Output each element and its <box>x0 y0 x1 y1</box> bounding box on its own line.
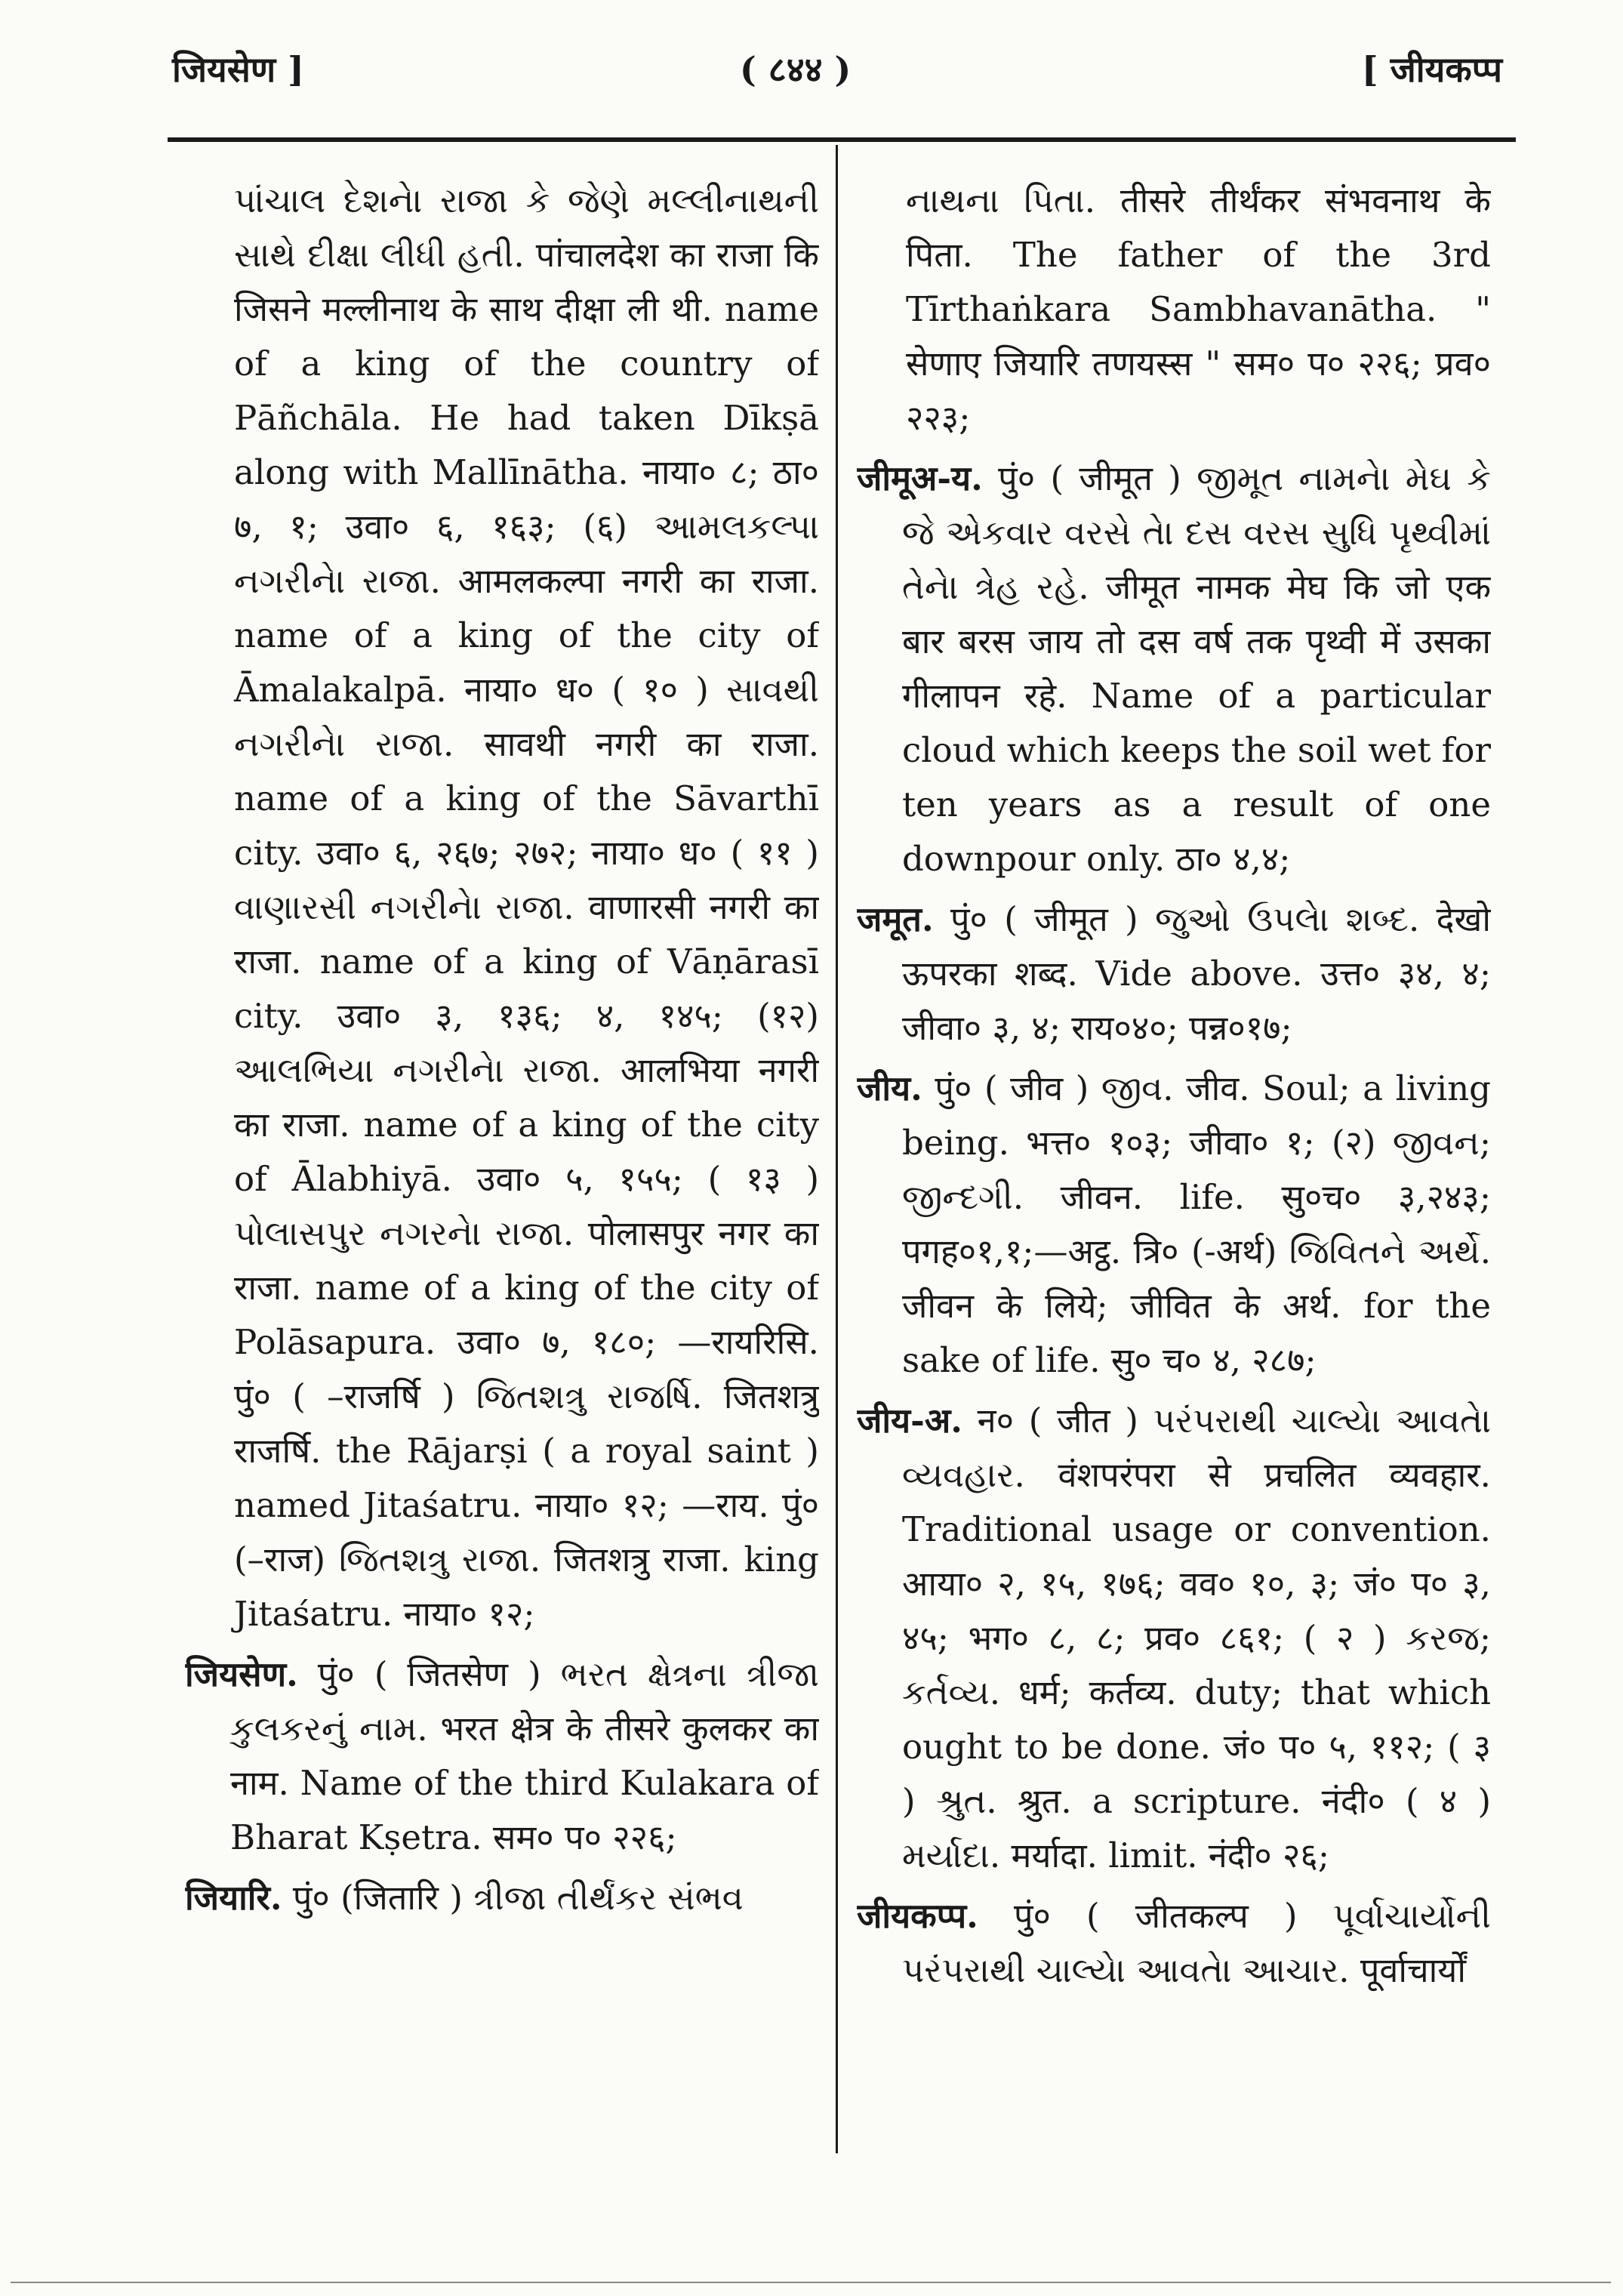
entry-text: નાથના પિતા. तीसरे तीर्थंकर संभवनाथ के पिता. The father of the 3rd Tīrthaṅkara Sambhavanātha. " सेणाए जियारि तणयस्स " सम० प० २२६; प्रव० २२३; <box>906 180 1491 438</box>
entry-text: પાંચાલ દેશનેા રાજા કે જેણે મલ્લીનાથની સાથે દીક્ષા લીધી હતી. पांचालदेश का राजा कि जिसने मल्लीनाथ के साथ दीक्षा ली थी. name of a king of the country of Pāñchāla. He had taken Dīkṣā along with Mallīnātha. नाया० ८; ठा० ७, १; उवा० ६, १६३; (६) આમલકલ્પા નગરીનેા રાજા. आमलकल्पा नगरी का राजा. name of a king of the city of Āmalakalpā. नाया० ध० ( १० ) સાવથી નગરીનેા રાજા. सावथी नगरी का राजा. name of a king of the Sāvarthī city. उवा० ६, २६७; २७२; नाया० ध० ( ११ ) વાણારસી નગરીનેા રાજા. वाणारसी नगरी का राजा. name of a king of Vāṇārasī city. उवा० ३, १३६; ४, १४५; (१२) આલભિયા નગરીનેા રાજા. आलभिया नगरी का राजा. name of a king of the city of Ālabhiyā. उवा० ५, १५५; ( १३ ) પોલાસપુર નગરનેા રાજા. पोलासपुर नगर का राजा. name of a king of the city of Polāsapura. उवा० ७, १८०; —रायरिसि. पुं० ( –राजर्षि ) જિતશત્રુ રાજર્ષિ. जितशत्रु राजर्षि. the Rājarṣi ( a royal saint ) named Jitaśatru. नाया० १२; —राय. पुं० (–राज) જિતશત્રુ રાજા. जितशत्रु राजा. king Jitaśatru. नाया० १२; <box>234 180 819 1634</box>
entry-headword: जीमूअ-य. <box>857 458 983 498</box>
dictionary-entry <box>857 451 1491 886</box>
dictionary-entry <box>857 1889 1491 1998</box>
entry-headword: जीय-अ. <box>857 1401 962 1441</box>
entry-text: पुं० ( जीमूत ) જુઓ ઉપલેા શબ્દ. देखो ऊपरका शब्द. Vide above. उत्त० ३४, ४; जीवा० ३, ४; राय०४०; पन्न०१७; <box>902 899 1491 1048</box>
entry-text: पुं० (जितारि ) ત્રીજા તીર્થંકર સંભવ <box>292 1878 744 1918</box>
right-column <box>857 174 1491 2152</box>
entry-text: पुं० ( जितसेण ) ભરત ક્ષેત્રના ત્રીજા કુલકરનું નામ. भरत क्षेत्र के तीसरे कुलकर का नाम. Name of the third Kulakara of Bharat Kṣetra. सम० प० २२६; <box>230 1654 819 1857</box>
entry-text: पुं० ( जीव ) જીવ. जीव. Soul; a living being. भत्त० १०३; जीवा० १; (२) જીવન; જીન્દગી. जीवन. life. सु०च० ३,२४३; पगह०१,१;—अट्ठ. त्रि० (-अर्थ) જિવિતને અર્થે. जीवन के लिये; जीवित के अर्थ. for the sake of life. सु० च० ४, २८७; <box>902 1068 1491 1380</box>
entry-text: पुं० ( जीमूत ) જીમૂત નામનેા મેઘ કે જે એકવાર વરસે તેા દસ વરસ સુધિ પૃથ્વીમાં તેનેા ત્રેહ રહે. जीमूत नामक मेघ कि जो एक बार बरस जाय तो दस वर्ष तक पृथ्वी में उसका गीलापन रहे. Name of a particular cloud which keeps the soil wet for ten years as a result of one downpour only. ठा० ४,४; <box>902 458 1491 879</box>
page-number: ( ८४४ ) <box>740 49 852 90</box>
header-rule <box>168 137 1516 142</box>
column-divider <box>836 145 838 2153</box>
dictionary-entry <box>185 1871 819 1925</box>
entry-text: न० ( जीत ) પરંપરાથી ચાલ્યેા આવતેા વ્યવહાર. वंशपरंपरा से प्रचलित व्यवहार. Traditional usage or convention. आया० २, १५, १७६; वव० १०, ३; जं० प० ३, ४५; भग० ८, ८; प्रव० ८६१; ( २ ) કરજ; કર્તવ્ય. धर्म; कर्तव्य. duty; that which ought to be done. जं० प० ५, ११२; ( ३ ) શ્રુત. श्रुत. a scripture. नंदी० ( ४ ) મર્યાદા. मर्यादा. limit. नंदी० २६; <box>902 1401 1491 1875</box>
entry-headword: जियसेण. <box>185 1654 298 1694</box>
dictionary-entry <box>857 1062 1491 1388</box>
entry-headword: जियारि. <box>185 1878 282 1918</box>
dictionary-entry <box>857 892 1491 1056</box>
entry-continuation <box>857 174 1491 445</box>
dictionary-entry <box>185 1647 819 1865</box>
dictionary-entry <box>857 1394 1491 1883</box>
footer-rule <box>11 2282 1611 2283</box>
entry-headword: जीय. <box>857 1068 922 1108</box>
entry-text: पुं० ( जीतकल्प ) પૂર્વાચાર્યોની પરંપરાથી ચાલ્યેા આવતેા આચાર. पूर्वाचार्यों <box>902 1896 1491 1990</box>
entry-headword: जमूत. <box>857 899 934 939</box>
entry-headword: जीयकप्प. <box>857 1896 978 1936</box>
header-right-guideword: [ जीयकप्प <box>1361 49 1502 90</box>
header-left-guideword: जियसेण ] <box>172 49 304 90</box>
entry-continuation <box>185 174 819 1641</box>
left-column <box>185 174 819 2152</box>
